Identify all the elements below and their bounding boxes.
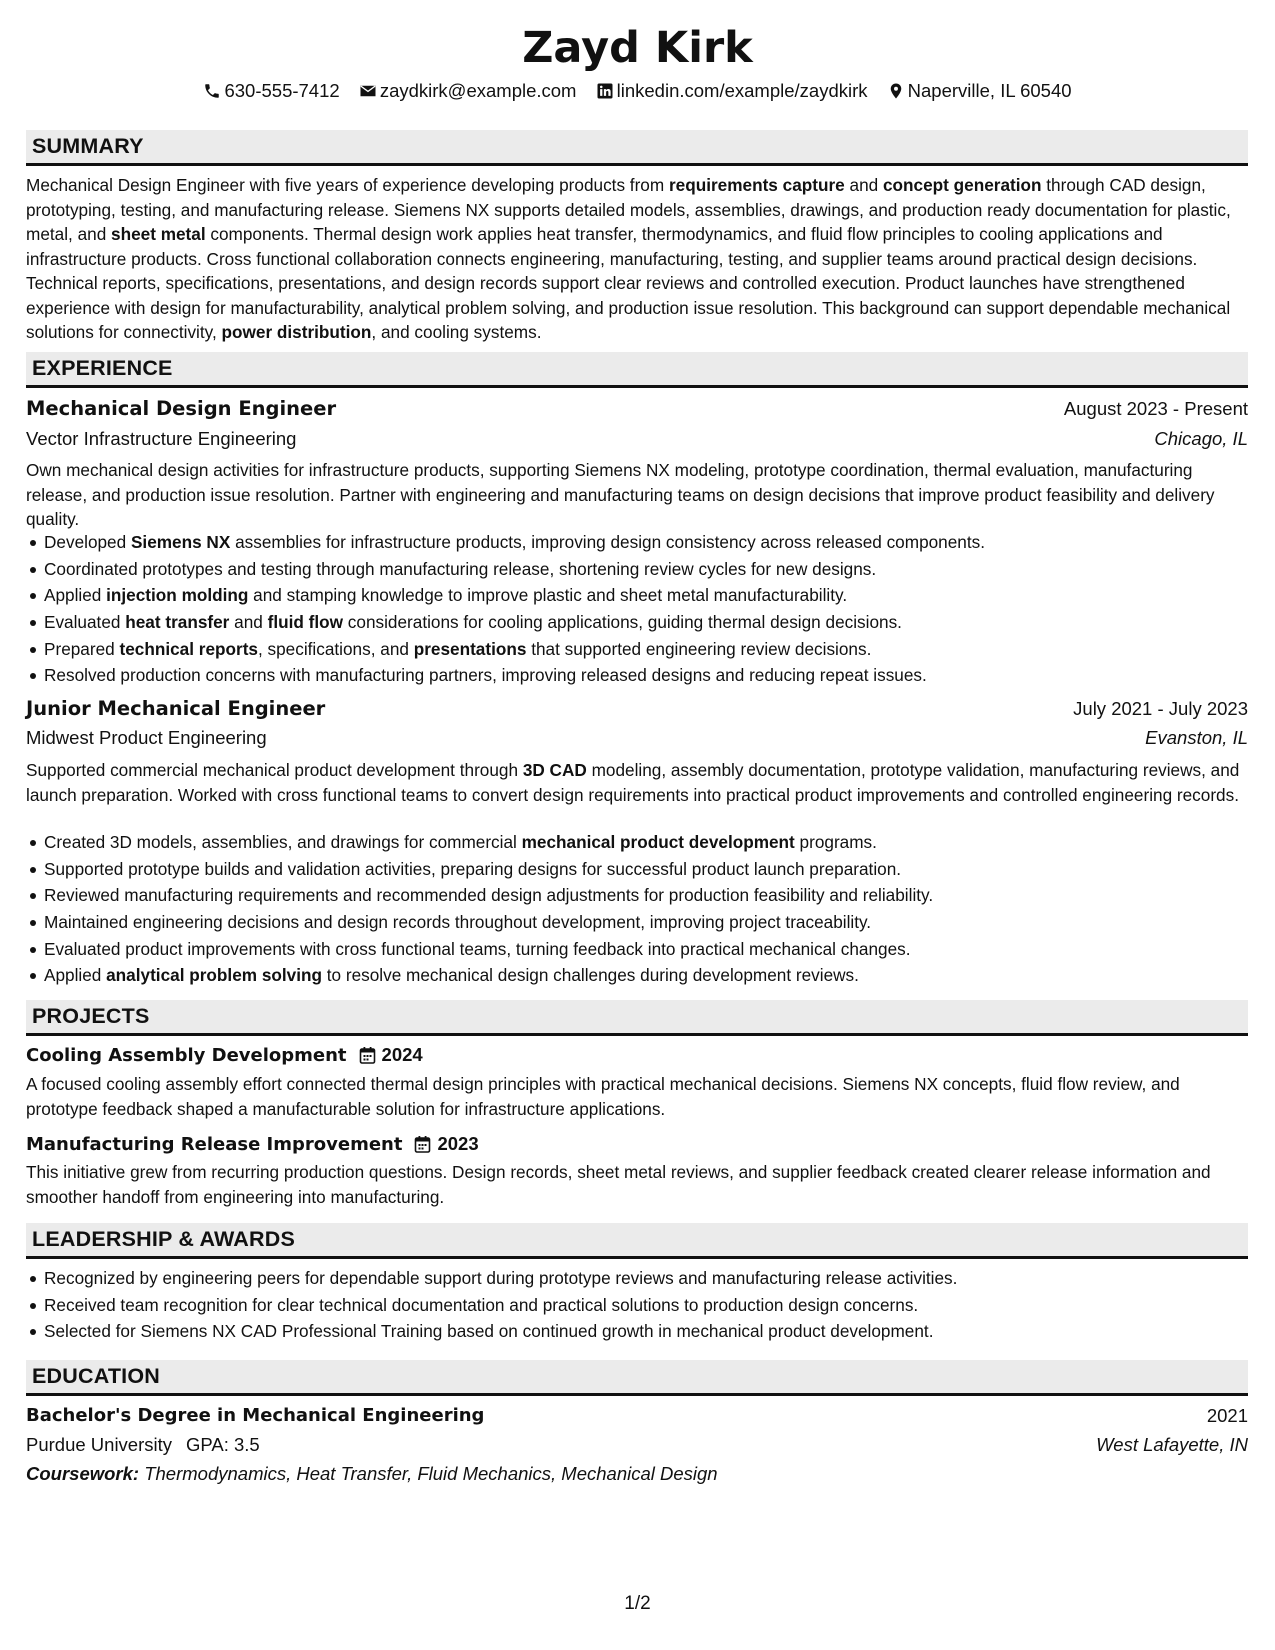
project-name: Manufacturing Release Improvement <box>26 1134 403 1155</box>
job-bullets <box>26 829 1250 989</box>
calendar-icon <box>414 1135 431 1153</box>
candidate-name: Zayd Kirk <box>522 23 753 73</box>
education-heading: EDUCATION <box>32 1364 161 1388</box>
page-number: 1/2 <box>624 1593 651 1614</box>
project-year: 2023 <box>437 1133 479 1154</box>
text-run: Mechanical Design Engineer with five years of experience developing products from <box>26 175 669 195</box>
school-location: West Lafayette, IN <box>1096 1434 1248 1455</box>
text-run: and stamping knowledge to improve plastic and sheet metal manufacturability. <box>248 585 848 606</box>
coursework-label: Coursework: <box>26 1463 140 1484</box>
text-run: Supported prototype builds and validation activities, preparing designs for successful product launch preparation. <box>44 858 902 879</box>
project-description: A focused cooling assembly effort connected thermal design principles with practical mechanical decisions. Siemens NX concepts, fluid flow review, and prototype feedback shaped a manufacturable solution for infrastructure applications. <box>26 1074 1180 1119</box>
contact-location <box>887 78 1072 104</box>
text-run: programs. <box>794 832 877 852</box>
text-run: to resolve mechanical design challenges during development reviews. <box>321 965 859 986</box>
bold-keyword: heat transfer <box>125 612 230 633</box>
text-run: Applied <box>44 585 107 606</box>
email-text: zaydkirk@example.com <box>379 80 577 101</box>
text-run: Supported commercial mechanical product development through <box>26 760 523 780</box>
projects-heading: PROJECTS <box>32 1004 150 1028</box>
text-run: that supported engineering review decisions. <box>526 638 872 659</box>
envelope-icon <box>359 82 377 100</box>
bold-keyword: 3D CAD <box>522 760 587 780</box>
gpa: GPA: 3.5 <box>186 1434 260 1455</box>
bold-keyword: concept generation <box>882 175 1042 195</box>
bold-keyword: sheet metal <box>111 224 206 244</box>
company-name: Midwest Product Engineering <box>26 727 267 748</box>
text-run: Maintained engineering decisions and design records throughout development, improving project traceability. <box>44 912 872 933</box>
text-run: through CAD design, prototyping, testing, and manufacturing release. Siemens NX supports detailed models, assemblies, drawings, and production ready documentation for plastic, metal, and <box>26 175 1231 244</box>
text-run: Recognized by engineering peers for dependable support during prototype reviews and manufacturing release activities. <box>44 1268 958 1288</box>
leadership-section-header <box>26 1223 1248 1259</box>
bold-keyword: injection molding <box>106 585 249 606</box>
location-text: Naperville, IL 60540 <box>907 80 1072 101</box>
bold-keyword: Siemens NX <box>130 532 231 552</box>
leadership-bullets <box>26 1265 1250 1345</box>
text-run: Selected for Siemens NX CAD Professional Training based on continued growth in mechanical product development. <box>44 1321 934 1342</box>
text-run: Applied <box>44 965 107 986</box>
summary-text <box>26 173 1250 345</box>
bullet-item <box>26 582 1250 609</box>
bullet-item <box>26 882 1250 909</box>
project-year: 2024 <box>381 1044 423 1065</box>
school-name: Purdue University <box>26 1434 173 1455</box>
text-run: Developed <box>44 532 131 552</box>
job-description: Own mechanical design activities for infrastructure products, supporting Siemens NX modeling, prototype coordination, thermal evaluation, manufacturing release, and production issue resolution. Partner with engineering and manufacturing teams on design decisions that improve product feasibility and delivery quality. <box>26 460 1215 529</box>
contact-line <box>0 78 1275 104</box>
bullet-item <box>26 1292 1250 1319</box>
bold-keyword: presentations <box>413 638 527 659</box>
bold-keyword: technical reports <box>119 638 258 659</box>
text-run: considerations for cooling applications, guiding thermal design decisions. <box>343 612 902 633</box>
map-pin-icon <box>887 82 905 100</box>
bullet-item <box>26 909 1250 936</box>
bullet-item <box>26 556 1250 583</box>
graduation-year: 2021 <box>1206 1405 1248 1426</box>
text-run: , specifications, and <box>257 638 414 659</box>
coursework-line <box>26 1460 718 1487</box>
job-title: Mechanical Design Engineer <box>26 397 337 420</box>
contact-email[interactable] <box>359 78 577 104</box>
job-bullets <box>26 529 1250 689</box>
summary-section-header <box>26 130 1248 166</box>
bullet-item <box>26 936 1250 963</box>
contact-linkedin[interactable] <box>596 78 868 104</box>
text-run: Reviewed manufacturing requirements and recommended design adjustments for production feasibility and reliability. <box>44 885 934 906</box>
experience-heading: EXPERIENCE <box>32 356 173 380</box>
bold-keyword: fluid flow <box>267 612 344 633</box>
text-run: and <box>844 175 883 195</box>
project-name: Cooling Assembly Development <box>26 1045 347 1066</box>
project-title <box>26 1131 479 1158</box>
text-run: assemblies for infrastructure products, improving design consistency across released components. <box>230 532 986 552</box>
job-description <box>26 758 1250 807</box>
bold-keyword: power distribution <box>221 322 372 342</box>
text-run: Evaluated <box>44 612 126 633</box>
text-run: components. Thermal design work applies heat transfer, thermodynamics, and fluid flow principles to cooling applications and infrastructure products. Cross functional collaboration connects engineering, manufacturing, testing, and supplier teams around practical design decisions. Technical reports, specifications, presentations, and design records support clear reviews and controlled execution. Product launches have strengthened experience with design for manufacturability, analytical problem solving, and production issue resolution. This background can support dependable mechanical solutions for connectivity, <box>26 224 1231 342</box>
contact-phone[interactable] <box>203 78 339 104</box>
text-run: Created 3D models, assemblies, and drawings for commercial <box>44 832 522 852</box>
linkedin-icon <box>596 82 614 100</box>
text-run: Received team recognition for clear technical documentation and practical solutions to production design concerns. <box>44 1294 919 1315</box>
bullet-item <box>26 636 1250 663</box>
text-run: Prepared <box>44 638 120 659</box>
experience-section-header <box>26 352 1248 388</box>
bullet-item <box>26 856 1250 883</box>
summary-heading: SUMMARY <box>32 134 144 158</box>
bullet-item <box>26 1265 1250 1292</box>
job-location: Evanston, IL <box>1145 727 1248 748</box>
job-location: Chicago, IL <box>1154 428 1248 449</box>
job-dates: August 2023 - Present <box>1063 398 1248 419</box>
degree-title: Bachelor's Degree in Mechanical Engineering <box>26 1405 485 1426</box>
calendar-icon <box>359 1046 376 1064</box>
job-title: Junior Mechanical Engineer <box>26 697 326 720</box>
bullet-item <box>26 962 1250 989</box>
bullet-item <box>26 662 1250 689</box>
bold-keyword: requirements capture <box>668 175 845 195</box>
text-run: modeling, assembly documentation, prototype validation, manufacturing reviews, and launch preparation. Worked with cross functional teams to convert design requirements into practical product improvements and controlled engineering records. <box>26 760 1240 805</box>
projects-section-header <box>26 1000 1248 1036</box>
text-run: Coordinated prototypes and testing through manufacturing release, shortening review cycles for new designs. <box>44 558 877 579</box>
text-run: and <box>229 612 268 633</box>
text-run: , and cooling systems. <box>371 322 542 342</box>
school-line <box>26 1431 260 1458</box>
company-name: Vector Infrastructure Engineering <box>26 428 297 449</box>
phone-text: 630-555-7412 <box>224 80 340 101</box>
project-description: This initiative grew from recurring production questions. Design records, sheet metal reviews, and supplier feedback created clearer release information and smoother handoff from engineering into manufacturing. <box>26 1162 1211 1207</box>
bullet-item <box>26 1318 1250 1345</box>
education-section-header <box>26 1360 1248 1396</box>
bullet-item <box>26 609 1250 636</box>
phone-icon <box>203 82 221 100</box>
bold-keyword: analytical problem solving <box>106 965 322 986</box>
text-run: Evaluated product improvements with cross functional teams, turning feedback into practical mechanical changes. <box>44 938 911 959</box>
linkedin-text: linkedin.com/example/zaydkirk <box>616 80 868 101</box>
project-title <box>26 1042 423 1069</box>
bullet-item <box>26 829 1250 856</box>
coursework-list: Thermodynamics, Heat Transfer, Fluid Mechanics, Mechanical Design <box>139 1463 718 1484</box>
bullet-item <box>26 529 1250 556</box>
bold-keyword: mechanical product development <box>521 832 795 852</box>
leadership-heading: LEADERSHIP & AWARDS <box>32 1227 296 1251</box>
text-run: Resolved production concerns with manufacturing partners, improving released designs and reducing repeat issues. <box>44 665 927 686</box>
job-dates: July 2021 - July 2023 <box>1073 698 1248 719</box>
